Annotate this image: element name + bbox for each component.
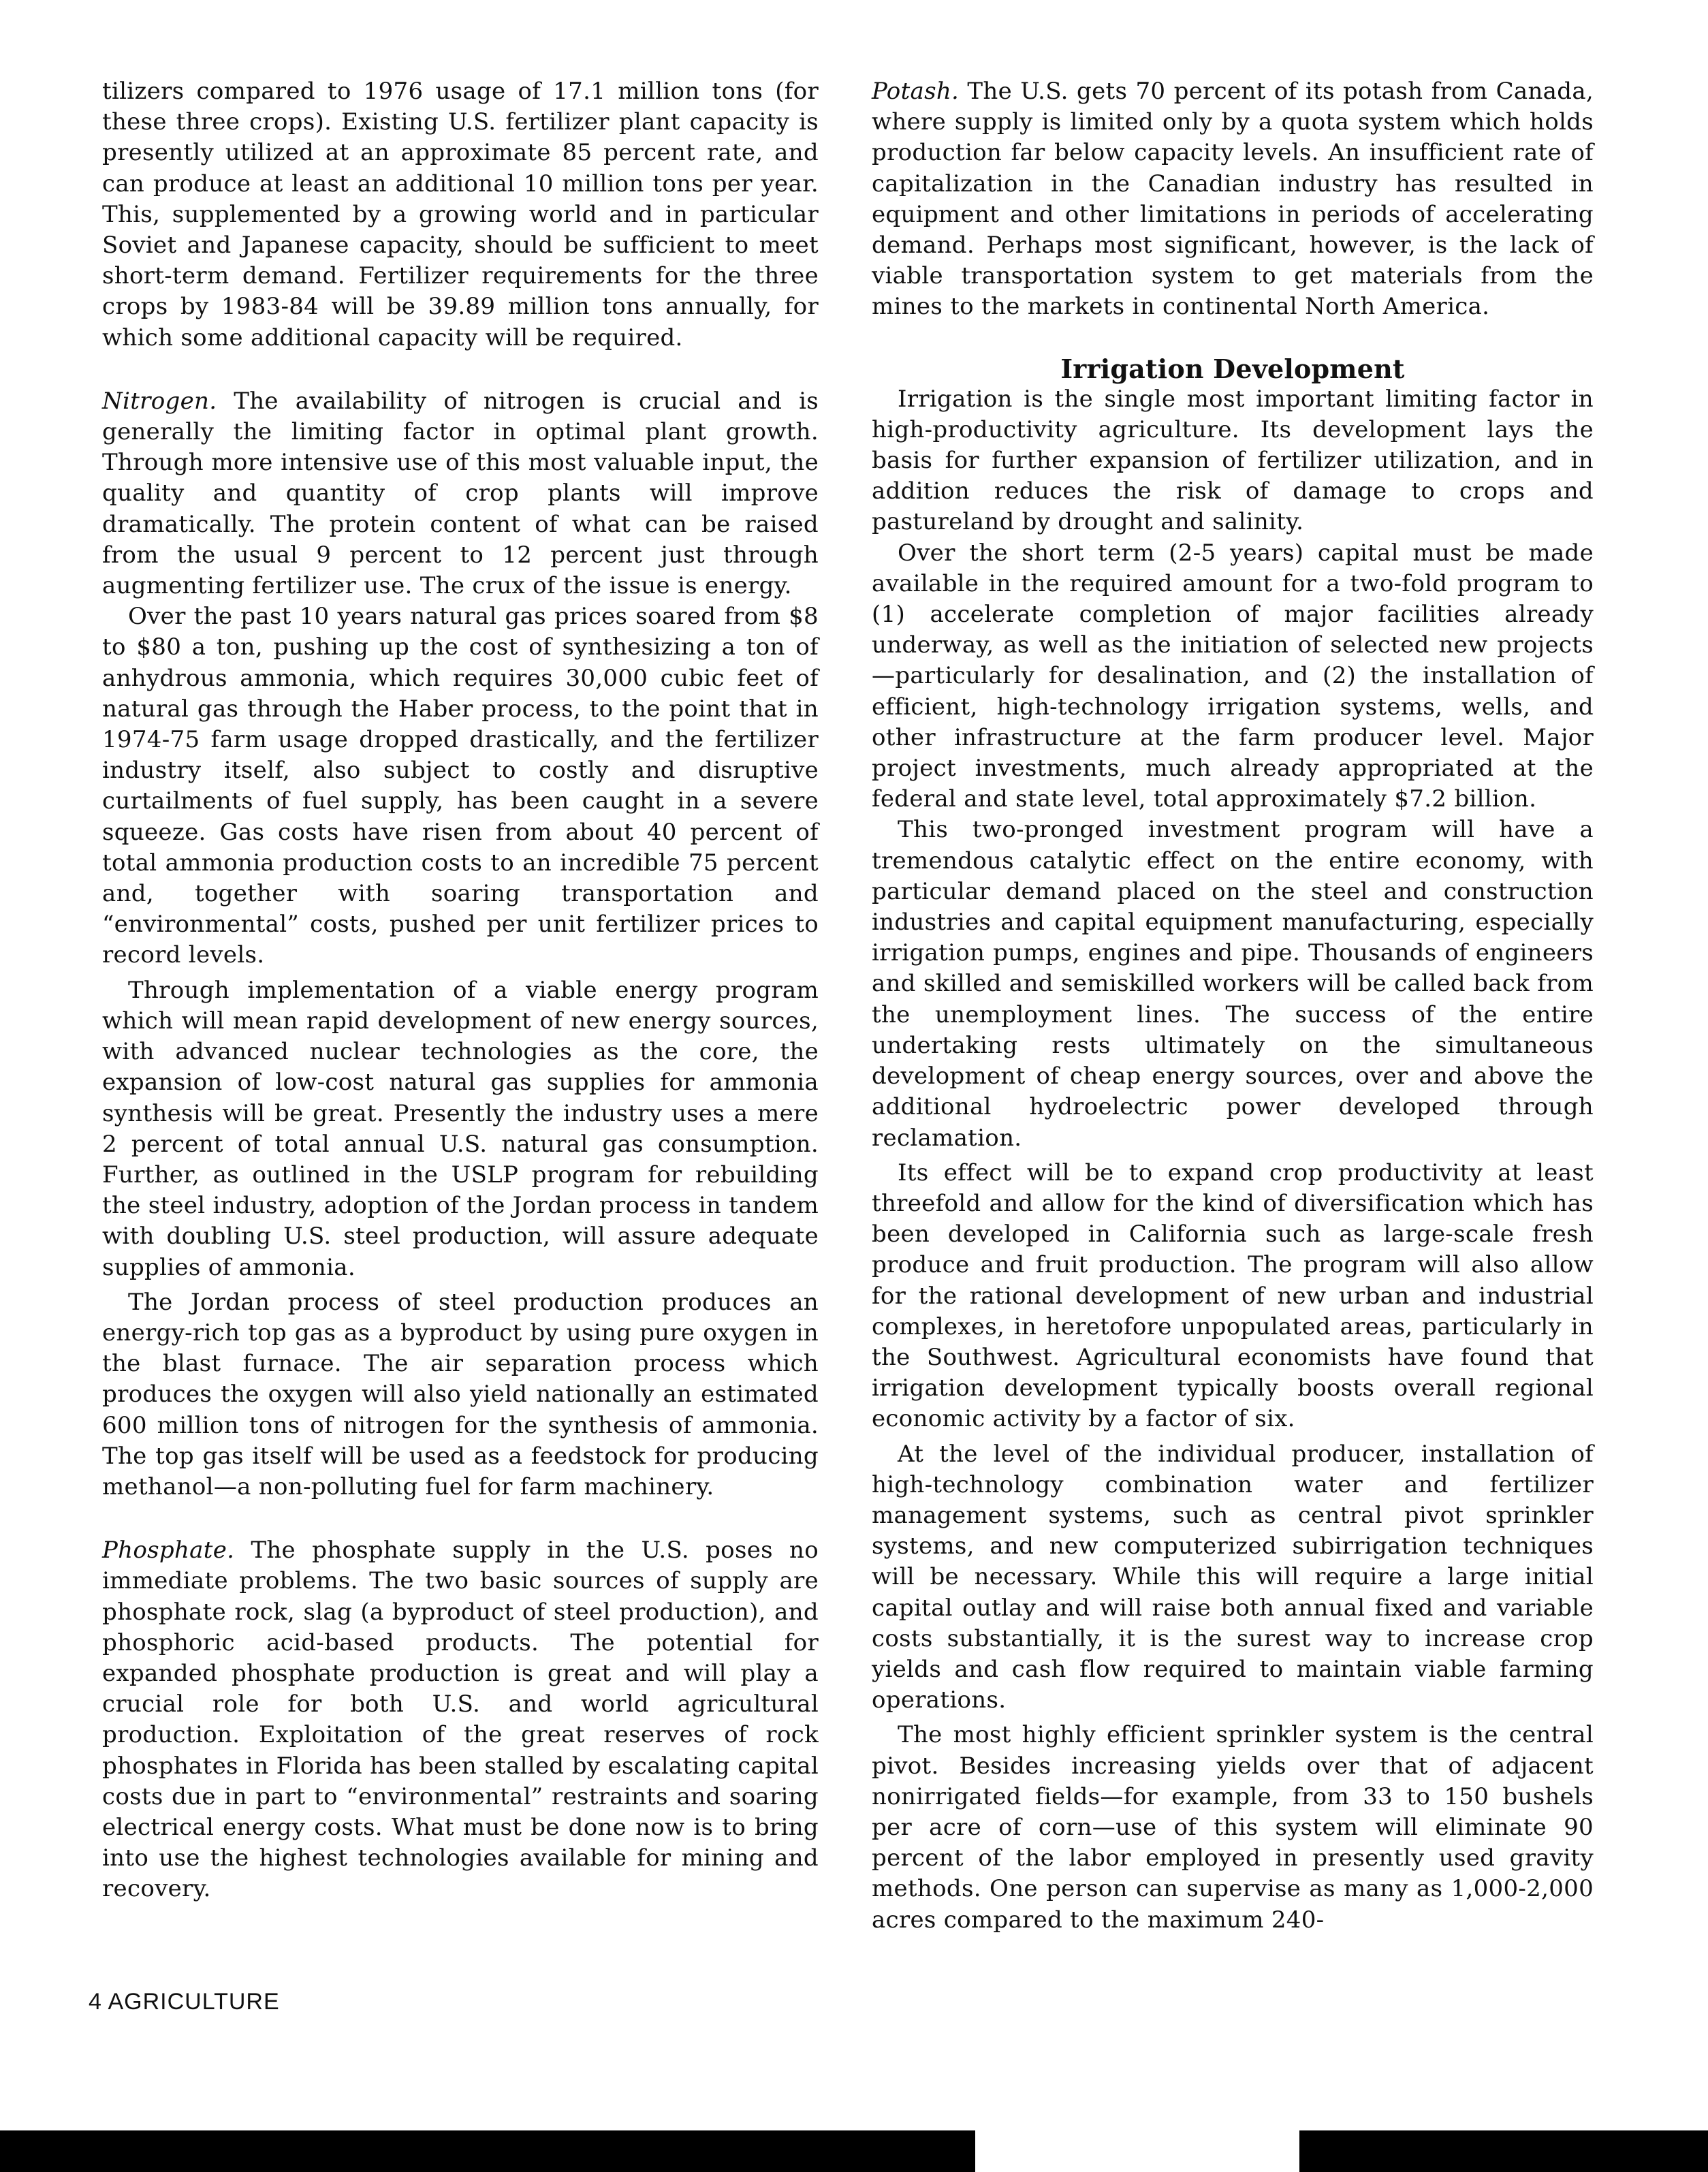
paragraph-energy-program: Through implementation of a viable energy program which will mean rapid development of new energy sources, with advanced nuclear technologies as the core, the expansion of low-cost natural gas supplies for ammonia synthesis will be great. Presently the industry uses a mere 2 percent of total annual U.S. natural gas consumption. Further, as outlined in the USLP program for rebuilding the steel industry, adoption of the Jordan process in tandem with doubling U.S. steel production, will assure adequate supplies of ammonia. xyxy=(102,976,819,1281)
phosphate-text: The phosphate supply in the U.S. poses no immediate problems. The two basic sources of supply are phosphate rock, slag (a byproduct of steel production), and phosphoric acid-based products. The potential for expanded phosphate production is great and will play a crucial role for both U.S. and world agricultural production. Exploitation of the great reserves of rock phosphates in Florida has been stalled by escalating capital costs due in part to “environmental” restraints and soaring electrical energy costs. What must be done now is to bring into use the highest technologies available for mining and recovery. xyxy=(102,1537,819,1903)
paragraph-phosphate xyxy=(102,1535,819,1904)
paragraph-nitrogen xyxy=(102,386,819,601)
paragraph-crop-productivity: Its effect will be to expand crop productivity at least threefold and allow for the kind of diversification which has been developed in California such as large-scale fresh produce and fruit production. The program will also allow for the rational development of new urban and industrial complexes, in heretofore unpopulated areas, particularly in the Southwest. Agricultural economists have found that irrigation development typically boosts overall regional economic activity by a factor of six. xyxy=(872,1159,1594,1433)
paragraph-individual-producer: At the level of the individual producer, installation of high-technology combination water and fertilizer management systems, such as central pivot sprinkler systems, and new computerized subirrigation techniques will be necessary. While this will require a large initial capital outlay and will raise both annual fixed and variable costs substantially, it is the surest way to increase crop yields and cash flow required to maintain viable farming operations. xyxy=(872,1440,1594,1714)
potash-lead: Potash. xyxy=(872,78,960,105)
nitrogen-text: The availability of nitrogen is crucial and is generally the limiting factor in optimal plant growth. Through more intensive use of this most valuable input, the quality and quantity of crop plants will improve dramatically. The protein content of what can be raised from the usual 9 percent to 12 percent just through augmenting fertilizer use. The crux of the issue is energy. xyxy=(102,387,819,600)
paragraph-central-pivot: The most highly efficient sprinkler system is the central pivot. Besides increasing yields over that of adjacent nonirrigated fields—for example, from 33 to 150 bushels per acre of corn—use of this system will eliminate 90 percent of the labor employed in presently used gravity methods. One person can supervise as many as 1,000-2,000 acres compared to the maximum 240- xyxy=(872,1721,1594,1934)
scan-edge-gap xyxy=(975,2130,1299,2172)
paragraph-jordan-process: The Jordan process of steel production produces an energy-rich top gas as a byproduct by using pure oxygen in the blast furnace. The air separation process which produces the oxygen will also yield nationally an estimated 600 million tons of nitrogen for the synthesis of ammonia. The top gas itself will be used as a feedstock for producing methanol—a non-polluting fuel for farm machinery. xyxy=(102,1288,819,1500)
paragraph-short-term-capital: Over the short term (2-5 years) capital must be made available in the required amount for a two-fold program to (1) accelerate completion of major facilities already underway, as well as the initiation of selected new projects—particularly for desalination, and (2) the installation of efficient, high-technology irrigation systems, wells, and other infrastructure at the farm producer level. Major project investments, much already appropriated at the federal and state level, total approximately $7.2 billion. xyxy=(872,539,1594,813)
paragraph-potash xyxy=(872,76,1594,323)
left-column xyxy=(102,76,819,1905)
potash-text: The U.S. gets 70 percent of its potash from Canada, where supply is limited only by a quota system which holds production far below capacity levels. An insufficient rate of capitalization in the Canadian industry has resulted in equipment and other limitations in periods of accelerating demand. Perhaps most significant, however, is the lack of viable transportation system to get materials from the mines to the markets in continental North America. xyxy=(872,78,1594,321)
paragraph-fertilizer-capacity: tilizers compared to 1976 usage of 17.1 million tons (for these three crops). Existing U.S. fertilizer plant capacity is presently utilized at an approximate 85 percent rate, and can produce at least an additional 10 million tons per year. This, supplemented by a growing world and in particular Soviet and Japanese capacity, should be sufficient to meet short-term demand. Fertilizer requirements for the three crops by 1983-84 will be 39.89 million tons annually, for which some additional capacity will be required. xyxy=(102,78,819,351)
paragraph-natural-gas: Over the past 10 years natural gas prices soared from $8 to $80 a ton, pushing up the cost of synthesizing a ton of anhydrous ammonia, which requires 30,000 cubic feet of natural gas through the Haber process, to the point that in 1974-75 farm usage dropped drastically, and the fertilizer industry itself, also subject to costly and disruptive curtailments of fuel supply, has been caught in a severe squeeze. Gas costs have risen from about 40 percent of total ammonia production costs to an incredible 75 percent and, together with soaring transportation and “environmental” costs, pushed per unit fertilizer prices to record levels. xyxy=(102,603,819,969)
page-footer-label: 4 AGRICULTURE xyxy=(89,1989,280,2015)
phosphate-lead: Phosphate. xyxy=(102,1537,235,1564)
right-column xyxy=(872,76,1594,1936)
scan-bottom-edge xyxy=(0,2130,1708,2172)
section-heading-irrigation: Irrigation Development xyxy=(1060,353,1405,384)
paragraph-irrigation-intro: Irrigation is the single most important limiting factor in high-productivity agriculture. Its development lays the basis for further expansion of fertilizer utilization, and in addition reduces the risk of damage to crops and pastureland by drought and salinity. xyxy=(872,385,1594,536)
paragraph-investment-program: This two-pronged investment program will have a tremendous catalytic effect on the entire economy, with particular demand placed on the steel and construction industries and capital equipment manufacturing, especially irrigation pumps, engines and pipe. Thousands of engineers and skilled and semiskilled workers will be called back from the unemployment lines. The success of the entire undertaking rests ultimately on the simultaneous development of cheap energy sources, over and above the additional hydroelectric power developed through reclamation. xyxy=(872,816,1594,1152)
nitrogen-lead: Nitrogen. xyxy=(102,387,217,415)
